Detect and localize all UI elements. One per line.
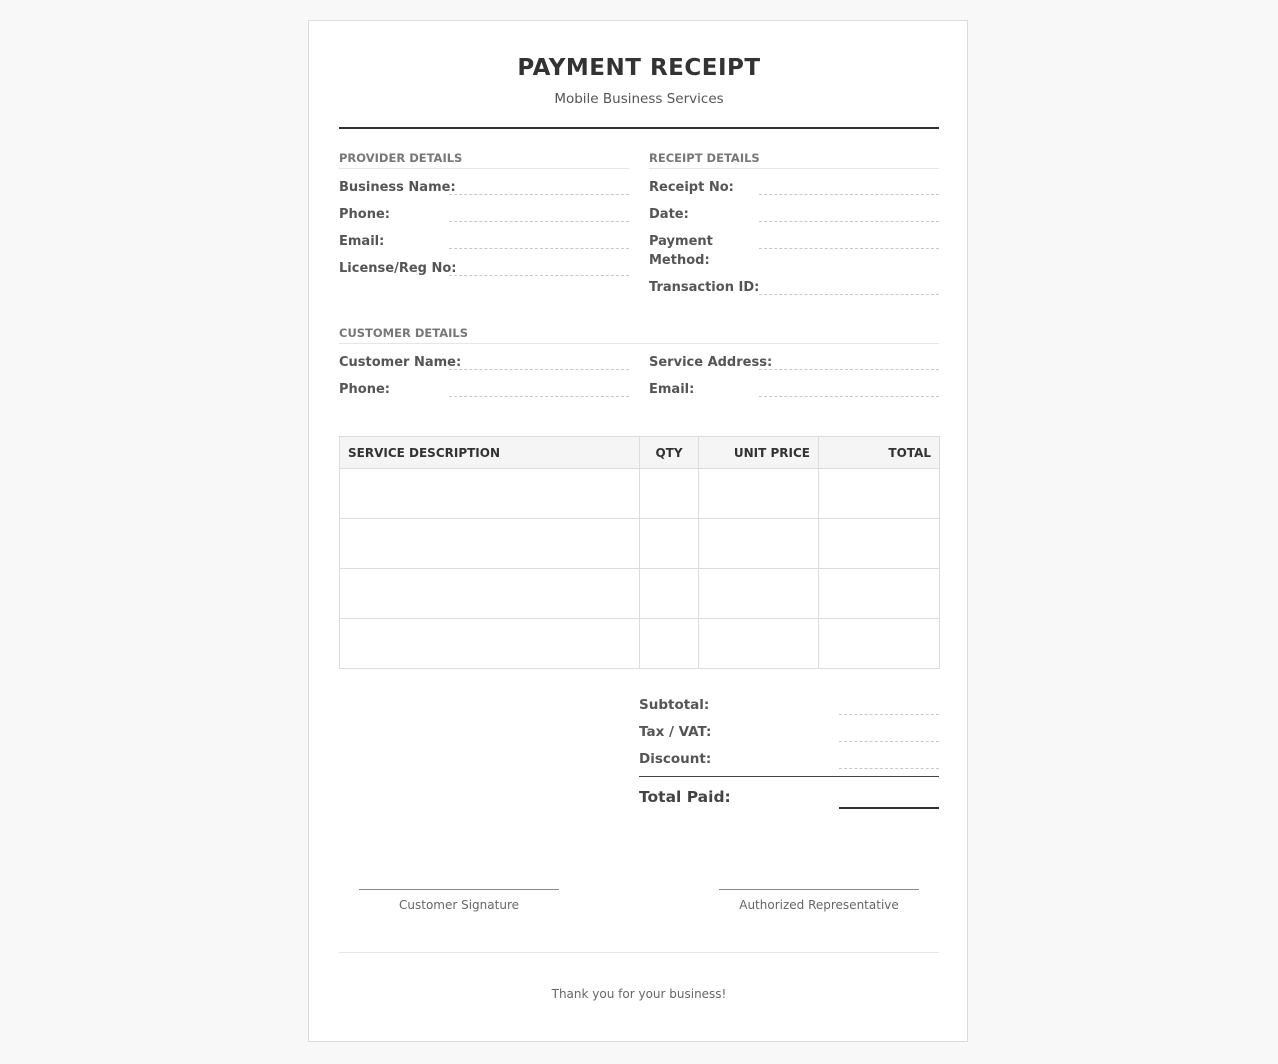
unit-price-cell[interactable] [699,569,819,619]
date-label: Date: [649,207,689,222]
service-description-cell[interactable] [340,519,640,569]
total-header: TOTAL [819,437,940,469]
services-table [339,436,940,669]
representative-signature-line[interactable] [719,889,919,890]
total-cell[interactable] [819,569,940,619]
service-address-label: Service Address: [649,355,773,370]
payment-method-label-line1: Payment [649,234,713,249]
customer-email-field[interactable] [759,396,939,397]
table-row [340,469,940,519]
totals-divider [639,776,939,777]
date-field[interactable] [759,221,939,222]
receipt-sheet [308,20,968,1042]
table-row [340,519,940,569]
receipt-no-label: Receipt No: [649,180,734,195]
receipt-section-title: RECEIPT DETAILS [649,151,939,169]
table-row [340,619,940,669]
provider-email-field[interactable] [449,248,629,249]
footer-message: Thank you for your business! [551,987,727,1001]
total-cell[interactable] [819,619,940,669]
total-paid-field[interactable] [839,807,939,809]
unit-price-header: UNIT PRICE [699,437,819,469]
provider-section-title: PROVIDER DETAILS [339,151,629,169]
customer-signature-label: Customer Signature [399,898,519,912]
table-row [340,569,940,619]
qty-cell[interactable] [640,469,699,519]
customer-section-title: CUSTOMER DETAILS [339,326,939,344]
business-name-field[interactable] [449,194,629,195]
customer-name-field[interactable] [449,369,629,370]
total-paid-label: Total Paid: [639,788,731,806]
header-divider [339,127,939,129]
qty-cell[interactable] [640,619,699,669]
service-description-cell[interactable] [340,569,640,619]
provider-phone-label: Phone: [339,207,390,222]
payment-method-label [649,232,713,270]
customer-phone-label: Phone: [339,382,390,397]
qty-cell[interactable] [640,569,699,619]
transaction-id-label: Transaction ID: [649,280,760,295]
service-description-header: SERVICE DESCRIPTION [340,437,640,469]
subtotal-field[interactable] [839,714,939,715]
receipt-title: PAYMENT RECEIPT [517,55,761,81]
table-header-row [340,437,940,469]
unit-price-cell[interactable] [699,619,819,669]
receipt-no-field[interactable] [759,194,939,195]
customer-signature-line[interactable] [359,889,559,890]
subtotal-label: Subtotal: [639,697,710,713]
total-cell[interactable] [819,469,940,519]
provider-phone-field[interactable] [449,221,629,222]
service-description-cell[interactable] [340,619,640,669]
qty-header: QTY [640,437,699,469]
tax-field[interactable] [839,741,939,742]
transaction-id-field[interactable] [759,294,939,295]
payment-method-label-line2: Method: [649,253,710,268]
customer-phone-field[interactable] [449,396,629,397]
customer-email-label: Email: [649,382,695,397]
total-cell[interactable] [819,519,940,569]
service-address-field[interactable] [759,369,939,370]
receipt-subtitle: Mobile Business Services [554,91,724,107]
provider-email-label: Email: [339,234,385,249]
customer-name-label: Customer Name: [339,355,462,370]
service-description-cell[interactable] [340,469,640,519]
unit-price-cell[interactable] [699,519,819,569]
license-field[interactable] [449,275,629,276]
business-name-label: Business Name: [339,180,456,195]
unit-price-cell[interactable] [699,469,819,519]
footer-divider [339,952,939,953]
discount-field[interactable] [839,768,939,769]
discount-label: Discount: [639,751,712,767]
payment-method-field[interactable] [759,248,939,249]
qty-cell[interactable] [640,519,699,569]
tax-label: Tax / VAT: [639,724,712,740]
representative-signature-label: Authorized Representative [739,898,899,912]
license-label: License/Reg No: [339,261,457,276]
